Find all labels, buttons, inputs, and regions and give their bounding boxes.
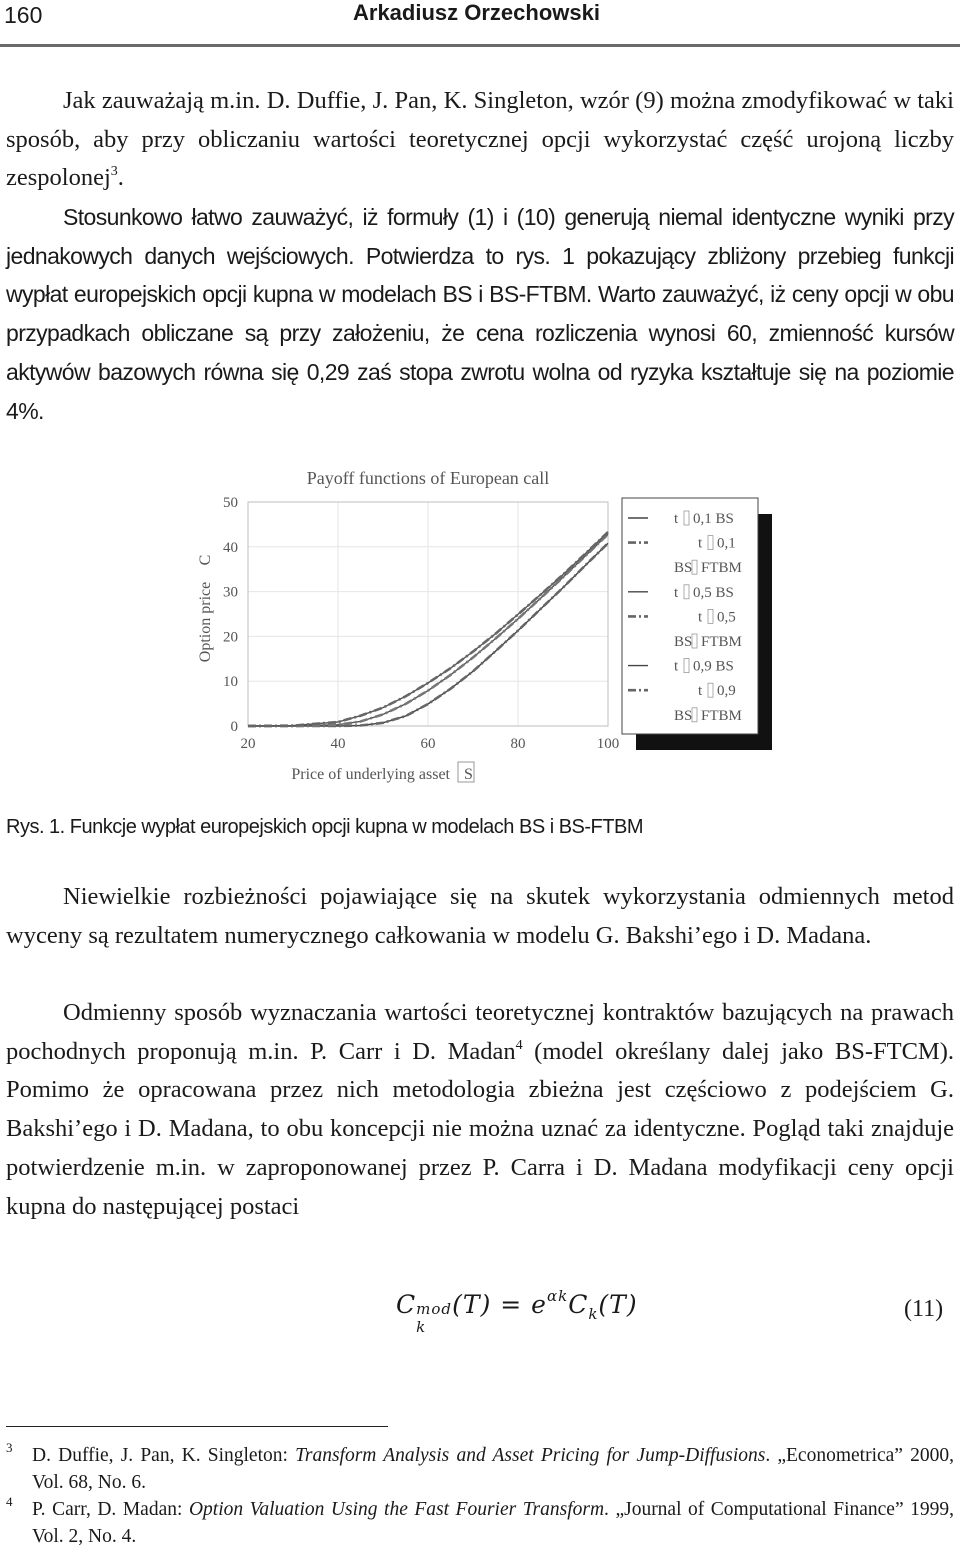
x-tick-label-3: 80 (510, 736, 526, 752)
footnote-ref-4[interactable]: 4 (515, 1037, 523, 1053)
x-axis-label: Price of underlying asset (291, 766, 450, 783)
footnote-4-mark: 4 (6, 1494, 13, 1509)
payoff-chart (190, 462, 780, 792)
footnote-3-title: Transform Analysis and Asset Pricing for Jump-Diffusions (295, 1445, 766, 1466)
running-head-author: Arkadiusz Orzechowski (353, 0, 600, 25)
legend-value-4: 0,5 (717, 609, 736, 626)
y-tick-label-1: 10 (223, 674, 238, 691)
legend-value-7: 0,9 (717, 683, 736, 700)
footnote-4 (6, 1496, 954, 1550)
x-tick-label-2: 60 (420, 736, 436, 752)
paragraph-1 (6, 82, 954, 198)
x-tick-label-0: 20 (240, 736, 256, 752)
footnote-3-mark: 3 (6, 1440, 13, 1455)
legend-label-1: t (698, 535, 703, 552)
paragraph-1-end: . (117, 164, 124, 192)
legend-value-6: 0,9 BS (693, 658, 734, 675)
y-axis-label: Option price (197, 581, 214, 663)
legend-label-8: BS (674, 707, 693, 724)
page-header (0, 0, 960, 47)
eq-rhs-sub: k (588, 1305, 599, 1323)
chart-title: Payoff functions of European call (306, 468, 550, 488)
y-tick-label-4: 40 (223, 539, 238, 556)
legend-value-2: FTBM (701, 560, 742, 577)
legend-label-7: t (698, 683, 703, 700)
footnote-4-rest: . „Journal of Computational Finance” 1999, Vol. 2, No. 4. (32, 1499, 955, 1547)
figure-caption: Rys. 1. Funkcje wypłat europejskich opcji kupna w modelach BS i BS-FTBM (6, 816, 643, 838)
paragraph-4-text-b: (model określany dalej jako BS-FTCM). Pomimo że opracowana przez nich metodologia zbieżna jest częściowo z podejściem G. Bakshi’ego i D. Madana, to obu koncepcji nie można uznać za identyczne. Pogląd taki znajduje potwierdzenie m.in. w zaproponowanej przez P. Carra i D. Madana modyfikacji ceny opcji kupna do następującej postaci (6, 1037, 954, 1220)
x-axis-unit: S (464, 766, 473, 783)
footnote-3 (6, 1442, 954, 1496)
legend-box (622, 498, 758, 734)
y-tick-label-5: 50 (223, 495, 238, 511)
x-tick-label-4: 100 (596, 736, 620, 752)
page-number: 160 (4, 2, 43, 28)
y-tick-label-2: 20 (223, 629, 238, 646)
x-tick-label-1: 40 (330, 736, 346, 752)
y-tick-label-3: 30 (223, 584, 238, 601)
equation-11: C mod k $(T) = e^{\alpha k}C_k(T)$ (396, 1287, 638, 1336)
y-axis-unit: C (197, 554, 214, 566)
footnote-4-authors: P. Carr, D. Madan: (32, 1499, 189, 1520)
legend-label-3: t (674, 584, 679, 601)
eq-lhs-arg: (T) (452, 1290, 492, 1319)
legend-label-2: BS (674, 560, 693, 577)
eq-rhs-base: e (531, 1290, 547, 1319)
eq-rhs-exp: αk (546, 1287, 569, 1305)
legend-value-0: 0,1 BS (693, 511, 734, 527)
legend-value-8: FTBM (701, 707, 742, 724)
paragraph-4 (6, 994, 954, 1226)
legend-label-0: t (674, 511, 679, 527)
footnote-divider (6, 1426, 388, 1427)
footnote-4-title: Option Valuation Using the Fast Fourier Transform (188, 1499, 605, 1520)
eq-lhs-symbol: C (396, 1290, 417, 1319)
eq-rhs-symbol: C (568, 1290, 589, 1319)
equation-number: (11) (904, 1296, 944, 1322)
footnote-3-authors: D. Duffie, J. Pan, K. Singleton: (32, 1445, 296, 1466)
paragraph-2: Stosunkowo łatwo zauważyć, iż formuły (1) i (10) generują niemal identyczne wyniki przy jednakowych danych wejściowych. Potwierdza to rys. 1 pokazujący zbliżony przebieg funkcji wypłat europejskich opcji kupna w modelach BS i BS-FTBM. Warto zauważyć, iż ceny opcji w obu przypadkach obliczane są przy założeniu, że cena rozliczenia wynosi 60, zmienność kursów aktywów bazowych równa się 0,29 zaś stopa zwrotu wolna od ryzyka kształtuje się na poziomie 4%. (6, 204, 954, 424)
footnote-ref-3[interactable]: 3 (110, 164, 118, 180)
eq-rhs-arg: (T) (598, 1290, 638, 1319)
paragraph-1-text: Jak zauważają m.in. D. Duffie, J. Pan, K. Singleton, wzór (9) można zmodyfikować w taki sposób, aby przy obliczaniu wartości teoretycznej opcji wykorzystać część urojoną liczby zespolonej (6, 87, 954, 192)
legend-value-5: FTBM (701, 634, 742, 650)
y-tick-label-0: 0 (230, 719, 238, 735)
legend-value-3: 0,5 BS (693, 584, 734, 601)
legend-label-6: t (674, 658, 679, 675)
footnote-3-rest: . „Econometrica” 2000, Vol. 68, No. 6. (32, 1445, 954, 1493)
paragraph-4-text-a: Odmienny sposób wyznaczania wartości teoretycznej kontraktów bazujących na prawach pochodnych proponują m.in. P. Carr i D. Madan (6, 999, 954, 1065)
legend-value-1: 0,1 (717, 535, 736, 552)
eq-equals: = (491, 1290, 532, 1319)
legend-label-5: BS (674, 634, 693, 650)
figure-1 (190, 462, 780, 792)
paragraph-3: Niewielkie rozbieżności pojawiające się na skutek wykorzystania odmiennych metod wyceny są rezultatem numerycznego całkowania w modelu G. Bakshi’ego i D. Madana. (6, 883, 954, 949)
legend-label-4: t (698, 609, 703, 626)
